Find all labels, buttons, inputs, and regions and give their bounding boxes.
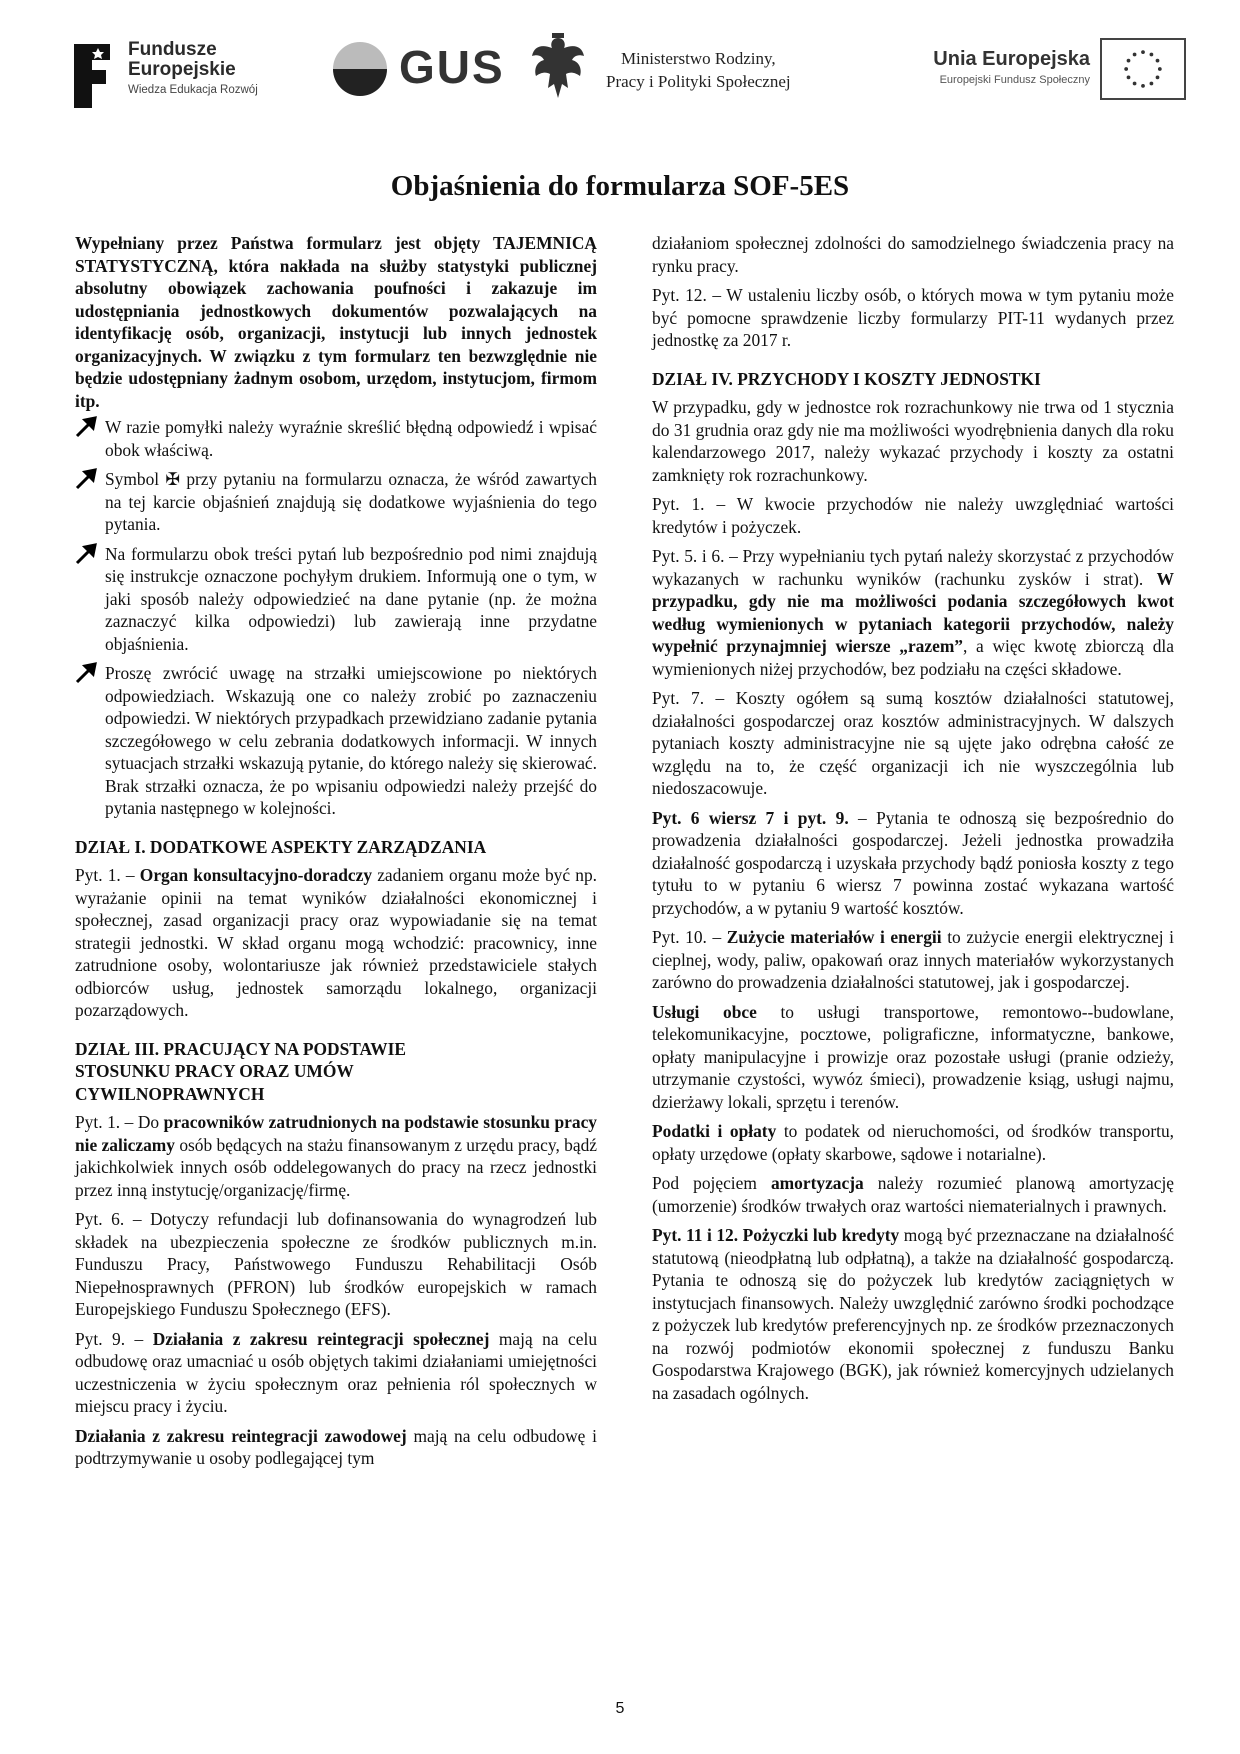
- fundusze-europejskie-logo: [66, 30, 296, 130]
- bold-term: Działania z zakresu reintegracji zawodowej: [75, 1425, 407, 1446]
- instruction-note: [75, 543, 597, 656]
- arrow-icon: [75, 416, 97, 438]
- eu-line2: Europejski Fundusz Społeczny: [939, 74, 1090, 86]
- paragraph: [652, 687, 1174, 800]
- document-title: Objaśnienia do formularza SOF-5ES: [390, 170, 850, 202]
- section-heading: DZIAŁ IV. PRZYCHODY I KOSZTY JEDNOSTKI: [652, 368, 1041, 389]
- section-heading: DZIAŁ I. DODATKOWE ASPEKTY ZARZĄDZANIA: [75, 836, 487, 857]
- paragraph-text: W kwocie przychodów nie należy uwzględniać wartości kredytów i pożyczek.: [652, 494, 1174, 537]
- paragraph-text: – Koszty ogółem są sumą kosztów działalności statutowej, działalności gospodarczej oraz kosztów administracyjnych. W dalszych pytaniach koszty administracyjne nie są ujęte jako odrębna całość ze względu na to, że część organizacji ich nie wyszczególnia lub niedoszacowuje.: [652, 688, 1174, 798]
- header-logos: [66, 30, 1176, 140]
- paragraph-text: , a więc kwotę zbiorczą dla wymienionych niżej przychodów, bez podziału na części składowe.: [652, 636, 1174, 679]
- bold-term: Usługi obce: [652, 1001, 757, 1022]
- gus-logo: [331, 30, 561, 130]
- paragraph: [652, 1172, 1174, 1217]
- paragraph: W przypadku, gdy w jednostce rok rozrachunkowy nie trwa od 1 stycznia do 31 grudnia oraz gdy nie ma możliwości wyodrębnienia danych dla roku kalendarzowego 2017, należy wykazać przychody i koszty za ostatni zamknięty rok rozrachunkowy.: [652, 397, 1174, 485]
- bold-term: Działania z zakresu reintegracji społecznej: [152, 1328, 490, 1349]
- eu-line1: Unia Europejska: [933, 48, 1090, 70]
- paragraph-text: osób będących na stażu finansowanym z urzędu pracy, bądź jakichkolwiek innych osób oddelegowanych do pracy na rzecz jednostki przez inną instytucję/organizację/firmę.: [75, 1134, 597, 1200]
- paragraph: [75, 864, 597, 1022]
- question-ref: Pyt. 5. i 6.: [652, 546, 725, 566]
- paragraph: Pyt. 12. – W ustaleniu liczby osób, o których mowa w tym pytaniu może być pomocne sprawdzenie liczby formularzy PIT-11 wydanych przez jednostkę za 2017 r.: [652, 285, 1174, 350]
- instruction-note: [75, 468, 597, 536]
- page-number: 5: [615, 1700, 625, 1717]
- arrow-icon: [75, 468, 97, 490]
- bold-term: Pożyczki lub kredyty: [742, 1225, 900, 1245]
- paragraph-text: zadaniem organu może być np. wyrażanie opinii na temat wyników działalności ekonomicznej i społecznej, zasad organizacji pracy oraz wypowiadanie się na temat strategii jednostki. W skład organu mogą wchodzić: pracownicy, inne zatrudnione osoby, wolontariusze jak również przedstawiciele stałych odbiorców usług, jednostek samorządu lokalnego, organizacji pozarządowych.: [75, 865, 597, 1020]
- paragraph: [652, 545, 1174, 680]
- question-ref: Pyt. 1. –: [652, 494, 726, 514]
- paragraph: [652, 493, 1174, 538]
- eu-logo: [866, 30, 1186, 130]
- paragraph: [652, 926, 1174, 994]
- ministry-line2: Pracy i Polityki Społecznej: [606, 71, 791, 91]
- arrow-icon: [75, 662, 97, 684]
- gus-circle-icon: [331, 40, 389, 98]
- paragraph: [652, 1001, 1174, 1114]
- bold-term: Podatki i opłaty: [652, 1121, 777, 1141]
- fe-line3: Wiedza Edukacja Rozwój: [128, 83, 258, 96]
- eagle-emblem-icon: [528, 32, 588, 104]
- instruction-note: [75, 416, 597, 461]
- arrow-icon: [75, 543, 97, 565]
- question-ref: Pyt. 1. – Do: [75, 1112, 164, 1132]
- section-heading: [75, 1038, 597, 1106]
- paragraph-text: mają na celu odbudowę oraz umacniać u osób objętych takimi działaniami umiejętności uczestniczenia w życiu społecznym oraz pełnienia ról społecznych w miejscu pracy i życiu.: [75, 1328, 598, 1416]
- question-ref: Pyt. 9. –: [75, 1328, 153, 1349]
- eu-flag-icon: [1100, 38, 1186, 100]
- fe-line1: Fundusze: [128, 39, 217, 60]
- heading-line: DZIAŁ III. PRACUJĄCY NA PODSTAWIE: [75, 1038, 406, 1059]
- question-ref: Pyt. 6 wiersz 7 i pyt. 9.: [652, 807, 849, 828]
- paragraph-text: mogą być przeznaczane na działalność statutową (nieodpłatną lub odpłatną), a także na działalność gospodarczą. Pytania te odnoszą się do pożyczek lub kredytów zaciągniętych w instytucjach finansowych. Należy uwzględnić zarówno środki pochodzące z pożyczek lub kredytów preferencyjnych np. ze środków przeznaczonych na rozwój podmiotów ekonomii społecznej z funduszu Banku Gospodarstwa Krajowego (BGK), jak również komercyjnych udzielanych na zasadach ogólnych.: [652, 1225, 1174, 1403]
- bold-term: amortyzacja: [770, 1173, 864, 1193]
- note-text: Proszę zwrócić uwagę na strzałki umiejscowione po niektórych odpowiedziach. Wskazują one co należy zrobić po zaznaczeniu odpowiedzi. W niektórych przypadkach przewidziano zadanie pytania szczegółowego w celu zebrania dodatkowych informacji. W innych sytuacjach strzałki wskazują pytanie, do którego należy się skierować. Brak strzałki oznacza, że po wpisaniu odpowiedzi należy przejść do pytania następnego w kolejności.: [105, 663, 597, 818]
- paragraph: [652, 1120, 1174, 1165]
- paragraph: działaniom społecznej zdolności do samodzielnego świadczenia pracy na rynku pracy.: [652, 233, 1174, 276]
- paragraph-text: to zużycie energii elektrycznej i cieplnej, wody, paliw, opakowań oraz innych materiałów wykorzystanych zarówno do prowadzenia działalności statutowej, jak i gospodarczej.: [652, 927, 1175, 992]
- paragraph: [75, 1328, 597, 1418]
- note-text: W razie pomyłki należy wyraźnie skreślić błędną odpowiedź i wpisać obok właściwą.: [105, 417, 597, 460]
- right-column: [652, 232, 1174, 1411]
- bold-term: pracowników zatrudnionych na podstawie stosunku pracy nie zaliczamy: [75, 1112, 597, 1155]
- paragraph: [75, 1425, 597, 1470]
- gus-wordmark: GUS: [399, 41, 505, 93]
- bold-term: W przypadku, gdy nie ma możliwości podania szczegółowych kwot według wymienionych w pytaniach kategorii przychodów, należy wypełnić przynajmniej wiersze „razem”: [652, 568, 1174, 656]
- left-column: [75, 232, 597, 1477]
- heading-line: STOSUNKU PRACY ORAZ UMÓW: [75, 1061, 354, 1081]
- paragraph: [652, 807, 1174, 920]
- fundusze-europejskie-mark-icon: [70, 40, 118, 112]
- paragraph: [75, 1111, 597, 1201]
- bold-term: Organ konsultacyjno-doradczy: [139, 865, 373, 885]
- paragraph: [652, 1224, 1174, 1404]
- confidentiality-notice: Wypełniany przez Państwa formularz jest objęty TAJEMNICĄ STATYSTYCZNĄ, która nakłada na służby statystyki publicznej absolutny obowiązek zachowania poufności i zakazuje im udostępniania jednostkowych dokumentów pozwalających na identyfikację osób, organizacji, instytucji lub innych jednostek organizacyjnych. W związku z tym formularz ten bezwzględnie nie będzie udostępniany żadnym osobom, urzędom, instytucjom, firmom itp.: [75, 233, 597, 411]
- ministry-logo: [528, 30, 878, 130]
- paragraph-text: mają na celu odbudowę i podtrzymywanie u osoby podlegającej tym: [75, 1425, 598, 1468]
- instruction-note: [75, 662, 597, 820]
- question-ref: Pyt. 1. –: [75, 865, 140, 885]
- question-ref: Pyt. 11 i 12.: [652, 1225, 743, 1245]
- paragraph-text: – Przy wypełnianiu tych pytań należy skorzystać z przychodów wykazanych w rachunku wyników (rachunku zysków i strat).: [652, 546, 1174, 589]
- paragraph-text: Pod pojęciem: [652, 1173, 771, 1193]
- paragraph-text: – Pytania te odnoszą się bezpośrednio do prowadzenia działalności gospodarczej. Jeżeli jednostka prowadziła działalność gospodarczą i uzyskała przychody bądź poniosła koszty z tego tytułu to w pytaniu 6 wiersz 7 powinna zostać wykazana wartość przychodów, a w pytaniu 9 wartość kosztów.: [652, 807, 1174, 918]
- note-text: Symbol ✠ przy pytaniu na formularzu oznacza, że wśród zawartych na tej karcie objaśnień znajdują się dodatkowe wyjaśnienia do tego pytania.: [105, 469, 597, 534]
- question-ref: Pyt. 7.: [652, 688, 705, 708]
- bold-term: Zużycie materiałów i energii: [726, 927, 942, 947]
- heading-line: CYWILNOPRAWNYCH: [75, 1083, 265, 1104]
- ministry-line1: Ministerstwo Rodziny,: [620, 49, 776, 68]
- question-ref: Pyt. 10. –: [652, 927, 727, 947]
- note-text: Na formularzu obok treści pytań lub bezpośrednio pod nimi znajdują się instrukcje oznaczone pochyłym drukiem. Informują one o tym, w jaki sposób należy odpowiedzieć na dane pytanie (np. że można zaznaczyć kilka odpowiedzi) lub zawierają inne przydatne objaśnienia.: [105, 543, 597, 654]
- paragraph-text: należy rozumieć planową amortyzację (umorzenie) środków trwałych oraz wartości niematerialnych i prawnych.: [652, 1173, 1174, 1216]
- paragraph-text: to podatek od nieruchomości, od środków transportu, opłaty urzędowe (opłaty skarbowe, sądowe i notarialne).: [652, 1121, 1174, 1164]
- fe-line2: Europejskie: [128, 58, 236, 80]
- paragraph-text: to usługi transportowe, remontowo--budowlane, telekomunikacyjne, pocztowe, poligraficzne, informatyczne, bankowe, opłaty manipulacyjne i prowizje oraz pozostałe usługi (pranie odzieży, utrzymanie czystości, wywóz śmieci), prowadzenie ksiąg, usługi najmu, dzierżawy lokali, sprzętu i terenów.: [652, 1001, 1174, 1112]
- paragraph: Pyt. 6. – Dotyczy refundacji lub dofinansowania do wynagrodzeń lub składek na ubezpieczenia społeczne ze środków publicznych m.in. Funduszu Pracy, Państwowego Funduszu Rehabilitacji Osób Niepełnosprawnych (PFRON) lub środków europejskich w ramach Europejskiego Funduszu Społecznego (EFS).: [75, 1209, 597, 1319]
